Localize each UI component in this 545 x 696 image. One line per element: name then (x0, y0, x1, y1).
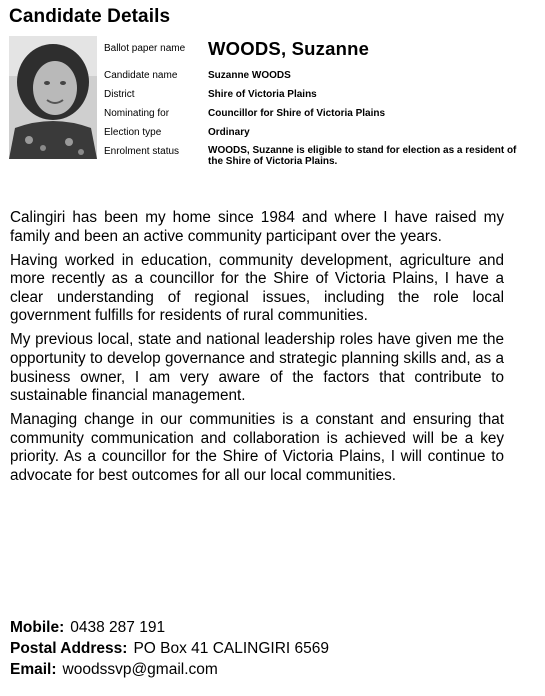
candidate-name-label: Candidate name (104, 70, 178, 81)
postal-line (10, 638, 329, 659)
contact-details (10, 617, 329, 680)
candidate-statement (10, 209, 504, 491)
postal-label: Postal Address: (10, 640, 128, 657)
statement-paragraph: Having worked in education, community development, agriculture and more recently as a councillor for the Shire of Victoria Plains, I have a clear understanding of regional issues, including the role local government fulfills for residents of rural communities. (10, 251, 504, 325)
candidate-photo (9, 36, 97, 159)
nominating-value: Councillor for Shire of Victoria Plains (208, 108, 386, 119)
statement-paragraph: Managing change in our communities is a constant and ensuring that community communication and collaboration is achieved will be a key priority. As a councillor for the Shire of Victoria Plains, I will continue to advocate for best outcomes for all our local communities. (10, 411, 504, 484)
enrolment-value: WOODS, Suzanne is eligible to stand for election as a resident of the Shire of Victoria Plains. (208, 145, 517, 167)
election-type-row (104, 124, 536, 143)
mobile-value: 0438 287 191 (70, 619, 166, 636)
district-row (104, 86, 536, 105)
candidate-name-value: Suzanne WOODS (208, 70, 291, 81)
mobile-line (10, 617, 329, 638)
ballot-name-value: WOODS, Suzanne (208, 38, 370, 59)
page-title: Candidate Details (9, 6, 171, 27)
district-value: Shire of Victoria Plains (208, 89, 317, 100)
statement-paragraph: My previous local, state and national leadership roles have given me the opportunity to develop governance and strategic planning skills and, as a business owner, I am very aware of the factors that contribute to sustainable financial management. (10, 331, 504, 405)
candidate-details-table (104, 37, 536, 167)
district-label: District (104, 89, 135, 100)
email-label: Email: (10, 661, 57, 678)
nominating-row (104, 105, 536, 124)
statement-paragraph: Calingiri has been my home since 1984 and where I have raised my family and been an active community participant over the years. (10, 209, 504, 245)
email-line (10, 659, 329, 680)
enrolment-row (104, 143, 536, 167)
postal-value: PO Box 41 CALINGIRI 6569 (133, 640, 330, 657)
candidate-name-row (104, 67, 536, 86)
election-type-label: Election type (104, 127, 162, 138)
nominating-label: Nominating for (104, 108, 170, 119)
election-type-value: Ordinary (208, 127, 250, 138)
ballot-name-row (104, 37, 536, 67)
mobile-label: Mobile: (10, 619, 65, 636)
email-value: woodssvp@gmail.com (62, 661, 218, 678)
enrolment-label: Enrolment status (104, 146, 180, 157)
ballot-name-label: Ballot paper name (104, 43, 186, 54)
